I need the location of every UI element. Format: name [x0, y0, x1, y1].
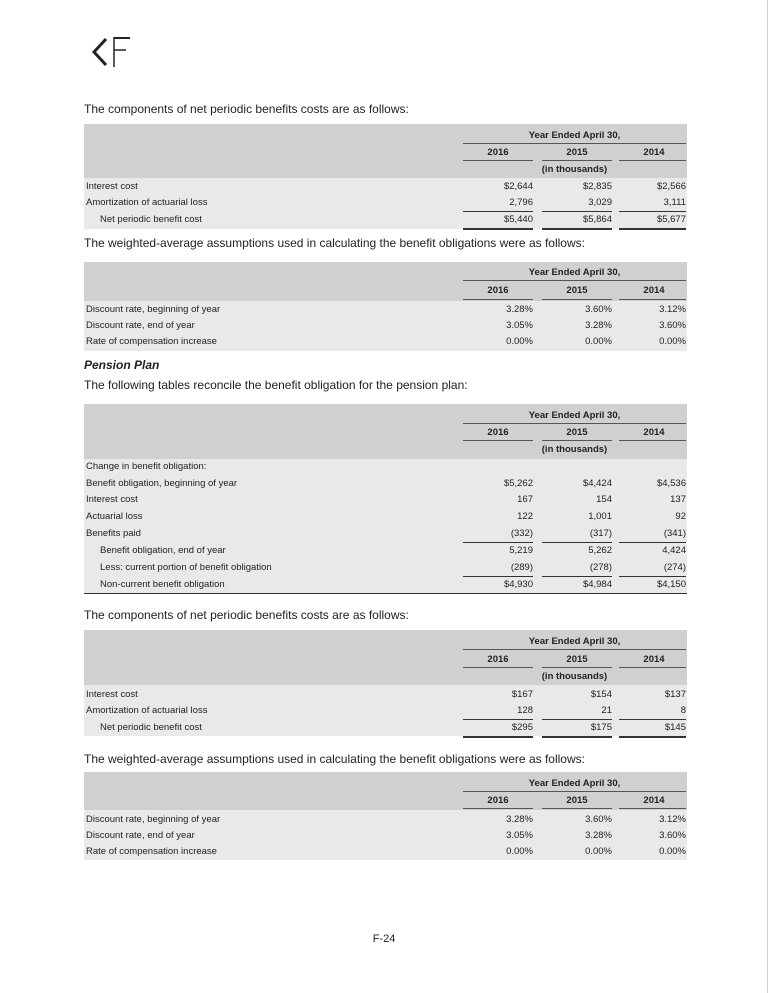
year-ended-label: Year Ended April 30,: [528, 267, 621, 278]
table-row: Interest cost 167 154 137: [86, 494, 686, 505]
table-row-total: Net periodic benefit cost $295 $175 $145: [100, 722, 686, 733]
col-2014: 2014: [643, 795, 665, 806]
col-2014: 2014: [643, 285, 665, 296]
page-number: F-24: [372, 933, 396, 945]
intro-text-4: The components of net periodic benefits costs are as follows:: [84, 608, 409, 622]
table-row: Less: current portion of benefit obligation (289) (278) (274): [100, 562, 686, 573]
table-row: Discount rate, beginning of year 3.28% 3.60% 3.12%: [86, 814, 686, 825]
year-ended-label: Year Ended April 30,: [528, 636, 621, 647]
col-2016: 2016: [487, 795, 509, 806]
table-row: Benefit obligation, end of year 5,219 5,262 4,424: [100, 545, 686, 556]
table-row: Amortization of actuarial loss 2,796 3,029 3,111: [86, 197, 686, 208]
table-row: Amortization of actuarial loss 128 21 8: [86, 705, 686, 716]
intro-text-2: The weighted-average assumptions used in calculating the benefit obligations were as follows:: [84, 236, 585, 250]
table-row: Benefits paid (332) (317) (341): [86, 528, 686, 539]
table-row: Benefit obligation, beginning of year $5,262 $4,424 $4,536: [86, 478, 686, 489]
company-logo: [92, 35, 136, 69]
benefit-obligation-table: [84, 404, 687, 590]
col-2016: 2016: [487, 147, 509, 158]
intro-text-3: The following tables reconcile the benefit obligation for the pension plan:: [84, 378, 468, 392]
intro-text-5: The weighted-average assumptions used in calculating the benefit obligations were as follows:: [84, 752, 585, 766]
table-row: Discount rate, end of year 3.05% 3.28% 3.60%: [86, 830, 686, 841]
col-2014: 2014: [643, 654, 665, 665]
table-row: Rate of compensation increase 0.00% 0.00% 0.00%: [86, 846, 686, 857]
table-row-total: Non-current benefit obligation $4,930 $4,984 $4,150: [100, 579, 686, 590]
col-2016: 2016: [487, 285, 509, 296]
year-ended-label: Year Ended April 30,: [528, 778, 621, 789]
intro-text-1: The components of net periodic benefits costs are as follows:: [84, 102, 409, 116]
table-row: Discount rate, end of year 3.05% 3.28% 3.60%: [86, 320, 686, 331]
table-row-total: Net periodic benefit cost $5,440 $5,864 $5,677: [100, 214, 686, 225]
col-2015: 2015: [566, 795, 588, 806]
in-thousands-label: (in thousands): [541, 444, 608, 455]
table-row: Rate of compensation increase 0.00% 0.00% 0.00%: [86, 336, 686, 347]
table-header: [84, 404, 687, 459]
col-2014: 2014: [643, 147, 665, 158]
table-row: Actuarial loss 122 1,001 92: [86, 511, 686, 522]
assumptions-table-2: [84, 772, 687, 857]
year-ended-label: Year Ended April 30,: [528, 130, 621, 141]
col-2015: 2015: [566, 654, 588, 665]
col-2014: 2014: [643, 427, 665, 438]
table-header: [84, 124, 687, 178]
col-2016: 2016: [487, 654, 509, 665]
net-periodic-cost-table-1: [84, 124, 687, 225]
col-2016: 2016: [487, 427, 509, 438]
col-2015: 2015: [566, 427, 588, 438]
year-ended-label: Year Ended April 30,: [528, 410, 621, 421]
in-thousands-label: (in thousands): [541, 164, 608, 175]
table-row: Discount rate, beginning of year 3.28% 3.60% 3.12%: [86, 304, 686, 315]
assumptions-table-1: [84, 262, 687, 347]
pension-plan-heading: Pension Plan: [84, 358, 160, 372]
table-header: [84, 630, 687, 685]
net-periodic-cost-table-2: [84, 630, 687, 733]
col-2015: 2015: [566, 147, 588, 158]
table-row: Interest cost $167 $154 $137: [86, 689, 686, 700]
col-2015: 2015: [566, 285, 588, 296]
table-header: [84, 262, 687, 301]
table-header: [84, 772, 687, 810]
in-thousands-label: (in thousands): [541, 671, 608, 682]
table-row: Interest cost $2,644 $2,835 $2,566: [86, 181, 686, 192]
table-row: Change in benefit obligation:: [86, 461, 207, 472]
